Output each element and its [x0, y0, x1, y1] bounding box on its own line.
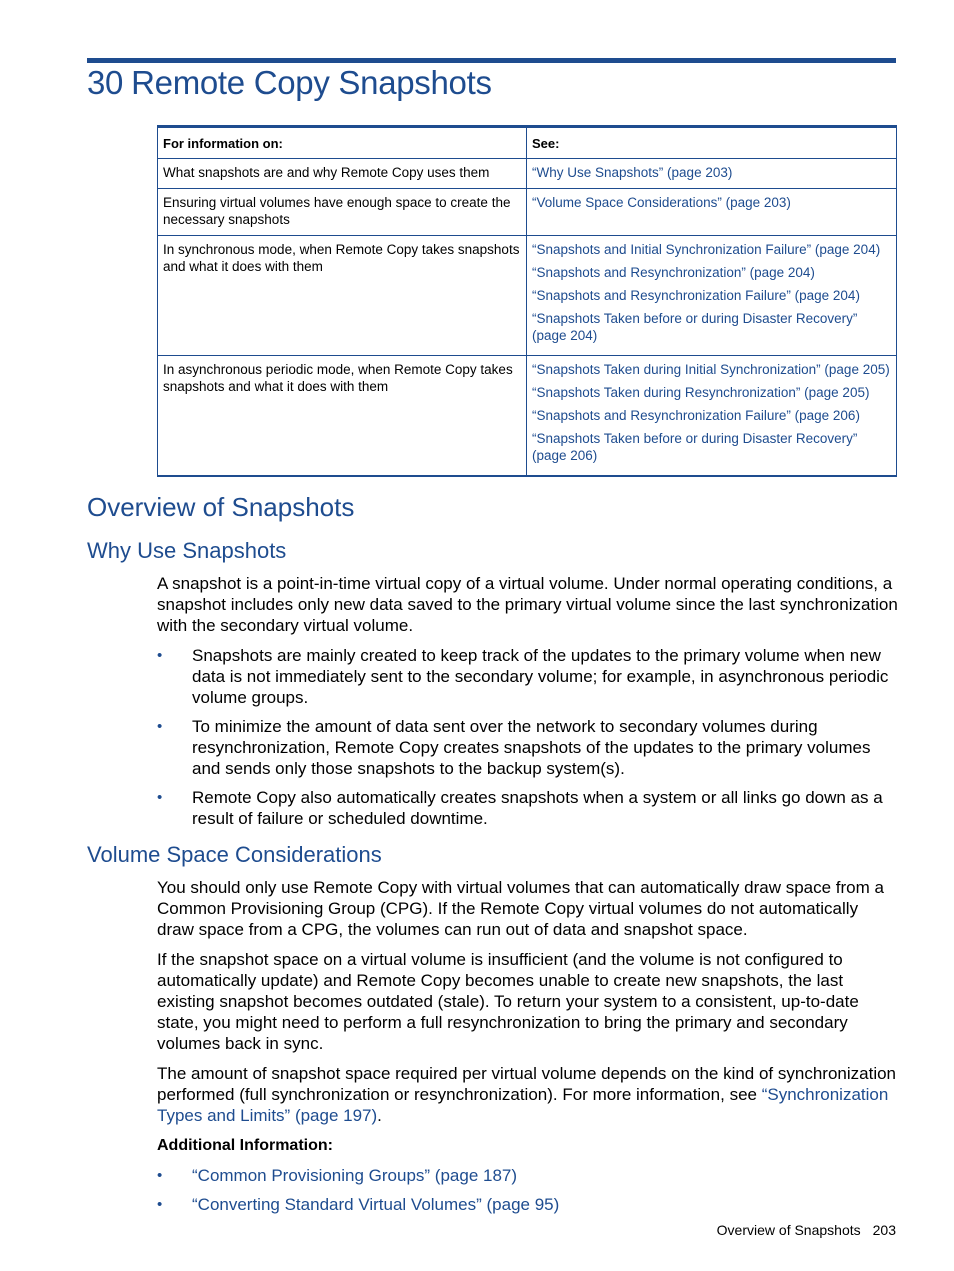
- xref-link[interactable]: “Snapshots and Resynchronization Failure” (page 206): [532, 408, 860, 423]
- info-table: [157, 125, 897, 477]
- xref-link[interactable]: “Volume Space Considerations” (page 203): [532, 195, 791, 210]
- subsection-heading-volume: Volume Space Considerations: [87, 842, 382, 867]
- xref-link[interactable]: “Snapshots and Resynchronization” (page 204): [532, 265, 815, 280]
- volume-paragraph-2: If the snapshot space on a virtual volume is insufficient (and the volume is not configured to automatically update) and Remote Copy becomes unable to create new snapshots, the last existing snapshot becomes outdated (stale). To return your system to a consistent, up-to-date state, you might need to perform a full resynchronization to bring the primary and secondary volumes back in sync.: [157, 950, 859, 1053]
- volume-paragraph-1: You should only use Remote Copy with virtual volumes that can automatically draw space from a Common Provisioning Group (CPG). If the Remote Copy virtual volumes do not automatically draw space from a CPG, the volumes can run out of data and snapshot space.: [157, 878, 884, 939]
- footer-section: Overview of Snapshots: [716, 1222, 861, 1238]
- xref-link[interactable]: “Snapshots Taken before or during Disaster Recovery” (page 204): [532, 311, 858, 343]
- table-cell-links: [527, 236, 897, 356]
- table-header-see: See:: [527, 127, 897, 159]
- list-item: [157, 716, 899, 779]
- xref-link[interactable]: “Snapshots and Initial Synchronization Failure” (page 204): [532, 242, 881, 257]
- additional-info-list: [157, 1165, 899, 1215]
- chapter-title: [87, 64, 492, 102]
- page-number: 203: [872, 1222, 896, 1238]
- table-header-row: [158, 127, 897, 159]
- xref-link[interactable]: “Why Use Snapshots” (page 203): [532, 165, 733, 180]
- xref-link[interactable]: “Snapshots Taken before or during Disaster Recovery” (page 206): [532, 431, 858, 463]
- bullet-icon: •: [157, 1167, 163, 1184]
- table-row: [158, 189, 897, 236]
- list-item-text: Remote Copy also automatically creates snapshots when a system or all links go down as a result of failure or scheduled downtime.: [192, 788, 883, 828]
- additional-info-label: Additional Information:: [157, 1137, 333, 1154]
- cpg-link[interactable]: “Common Provisioning Groups” (page 187): [192, 1166, 518, 1185]
- list-item: [157, 1165, 899, 1186]
- why-section-body: [157, 573, 899, 837]
- volume-paragraph-3-text: The amount of snapshot space required per virtual volume depends on the kind of synchronization performed (full synchronization or resynchronization). For more information, see: [157, 1064, 897, 1104]
- subsection-heading-why: Why Use Snapshots: [87, 538, 287, 563]
- table-row: [158, 356, 897, 476]
- table-row: [158, 236, 897, 356]
- chapter-number: 30: [87, 64, 124, 101]
- list-item: [157, 787, 899, 829]
- bullet-icon: •: [157, 718, 163, 735]
- sync-types-link[interactable]: “Synchronization Types and Limits” (page 197): [157, 1085, 889, 1125]
- page-footer: [717, 1222, 896, 1238]
- table-header-topic: For information on:: [158, 127, 527, 159]
- volume-paragraph-3: [157, 1063, 899, 1126]
- table-cell-links: [527, 189, 897, 236]
- volume-section-body: [157, 877, 899, 1223]
- chapter-title-text: Remote Copy Snapshots: [131, 64, 492, 101]
- why-intro-paragraph: A snapshot is a point-in-time virtual copy of a virtual volume. Under normal operating conditions, a snapshot includes only new data saved to the primary virtual volume since the last synchronization with the secondary virtual volume.: [157, 574, 898, 635]
- volume-paragraph-3-end: .: [377, 1106, 382, 1125]
- convert-volumes-link[interactable]: “Converting Standard Virtual Volumes” (page 95): [192, 1195, 560, 1214]
- list-item-text: To minimize the amount of data sent over the network to secondary volumes during resynchronization, Remote Copy creates snapshots of the updates to the primary volumes and sends only those snapshots to the backup system(s).: [192, 717, 871, 778]
- xref-link[interactable]: “Snapshots Taken during Resynchronization” (page 205): [532, 385, 870, 400]
- xref-link[interactable]: “Snapshots and Resynchronization Failure” (page 204): [532, 288, 860, 303]
- list-item-text: Snapshots are mainly created to keep track of the updates to the primary volume when new data is not immediately sent to the secondary volume; for example, in asynchronous periodic volume groups.: [192, 646, 889, 707]
- chapter-rule: [87, 58, 896, 63]
- bullet-icon: •: [157, 647, 163, 664]
- table-cell-topic: In asynchronous periodic mode, when Remote Copy takes snapshots and what it does with them: [158, 356, 527, 476]
- table-cell-topic: In synchronous mode, when Remote Copy takes snapshots and what it does with them: [158, 236, 527, 356]
- list-item: [157, 645, 899, 708]
- table-cell-topic: What snapshots are and why Remote Copy uses them: [158, 159, 527, 189]
- why-bullet-list: [157, 645, 899, 829]
- table-cell-links: [527, 159, 897, 189]
- section-heading-overview: Overview of Snapshots: [87, 492, 355, 522]
- bullet-icon: •: [157, 1196, 163, 1213]
- xref-link[interactable]: “Snapshots Taken during Initial Synchronization” (page 205): [532, 362, 890, 377]
- table-cell-topic: Ensuring virtual volumes have enough space to create the necessary snapshots: [158, 189, 527, 236]
- list-item: [157, 1194, 899, 1215]
- table-row: [158, 159, 897, 189]
- bullet-icon: •: [157, 789, 163, 806]
- table-cell-links: [527, 356, 897, 476]
